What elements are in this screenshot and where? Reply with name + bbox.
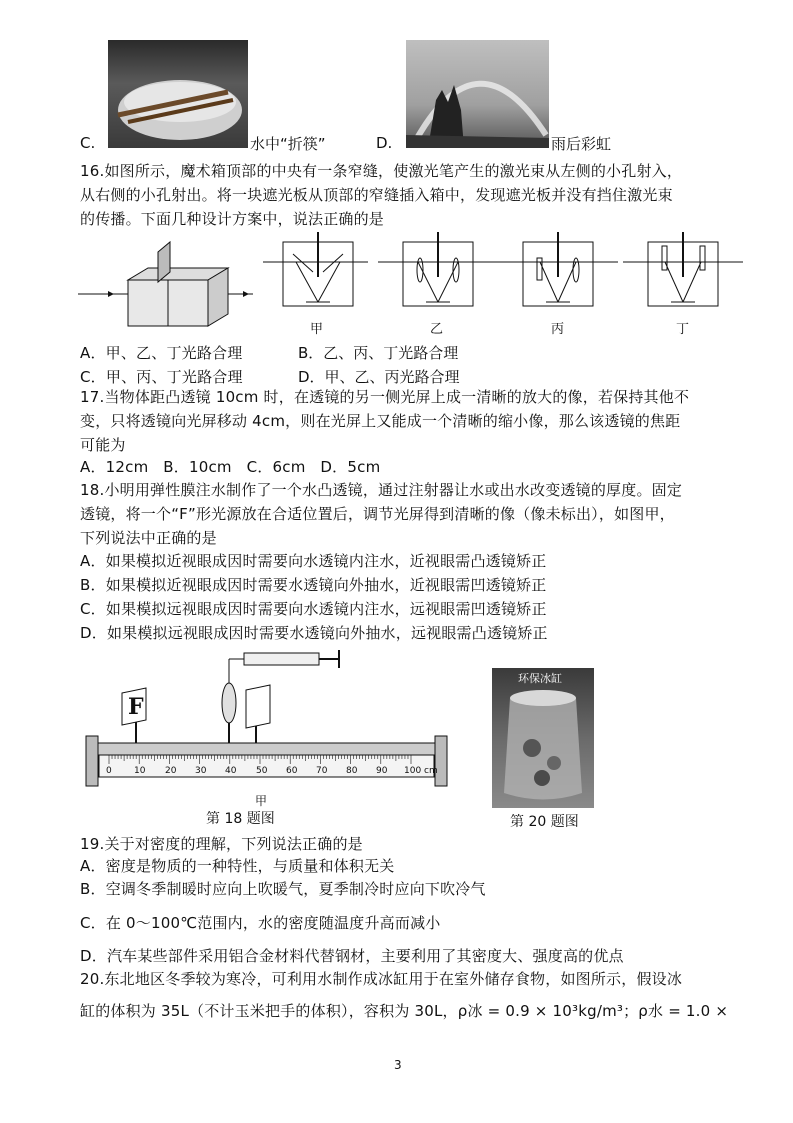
ruler-tick-0: 0 <box>106 766 112 776</box>
q18-fig-sublabel: 甲 <box>255 794 268 808</box>
ruler-tick-80: 80 <box>346 766 358 776</box>
q15-option-d-text: 雨后彩虹 <box>551 135 612 153</box>
q16-option-c: C．甲、丙、丁光路合理 <box>80 368 243 386</box>
q17-options: A．12cm B．10cm C．6cm D．5cm <box>80 458 381 476</box>
q16-stem-line-3: 的传播。下面几种设计方案中，说法正确的是 <box>80 210 385 228</box>
fig-label-ding: 丁 <box>676 322 690 337</box>
q17-stem-line-3: 可能为 <box>80 436 126 454</box>
q19-option-d: D．汽车某些部件采用铝合金材料代替钢材，主要利用了其密度大、强度高的优点 <box>80 947 624 965</box>
q18-option-d: D．如果模拟远视眼成因时需要水透镜向外抽水，远视眼需凸透镜矫正 <box>80 624 548 642</box>
ice-jar-illustration <box>492 668 594 808</box>
ice-jar-photo <box>492 668 594 808</box>
q18-stem-line-1: 18.小明用弹性膜注水制作了一个水凸透镜，通过注射器让水或出水改变透镜的厚度。固定 <box>80 481 683 499</box>
ruler-tick-60: 60 <box>286 766 298 776</box>
q16-option-a: A．甲、乙、丁光路合理 <box>80 344 243 362</box>
q15-option-c-label: C. <box>80 134 96 152</box>
ruler-tick-100: 100 cm <box>404 766 438 776</box>
bench-rail <box>86 736 447 786</box>
q18-fig-caption: 第 18 题图 <box>206 811 275 827</box>
ruler-tick-70: 70 <box>316 766 328 776</box>
design-yi <box>378 232 498 306</box>
q19-option-b: B．空调冬季制暖时应向上吹暖气，夏季制冷时应向下吹冷气 <box>80 880 486 898</box>
q17-stem-line-2: 变，只将透镜向光屏移动 4cm，则在光屏上又能成一个清晰的缩小像，那么该透镜的焦距 <box>80 412 681 430</box>
q20-stem-line-2: 缸的体积为 35L（不计玉米把手的体积），容积为 30L，ρ冰 = 0.9 × 10³kg/m³；ρ水 = 1.0 × <box>80 1002 729 1020</box>
q18-option-c: C．如果模拟远视眼成因时需要向水透镜内注水，远视眼需凹透镜矫正 <box>80 600 547 618</box>
ruler-tick-30: 30 <box>195 766 207 776</box>
rainbow-illustration <box>406 40 549 148</box>
q15-option-d-label: D. <box>376 134 393 152</box>
q15-option-c-text: 水中“折筷” <box>250 135 326 153</box>
q20-stem-line-1: 20.东北地区冬季较为寒冷，可利用水制作成冰缸用于在室外储存食物，如图所示，假设冰 <box>80 970 683 988</box>
q19-stem: 19.关于对密度的理解，下列说法正确的是 <box>80 835 363 853</box>
q16-option-b: B．乙、丙、丁光路合理 <box>298 344 459 362</box>
ruler-tick-20: 20 <box>165 766 177 776</box>
chopsticks-photo <box>108 40 248 148</box>
q16-stem-line-2: 从右侧的小孔射出。将一块遮光板从顶部的窄缝插入箱中，发现遮光板并没有挡住激光束 <box>80 186 673 204</box>
q16-figure <box>78 232 758 342</box>
syringe <box>229 650 339 683</box>
fig-label-jia: 甲 <box>310 322 324 337</box>
bowl-illustration <box>108 40 248 148</box>
q16-stem-line-1: 16.如图所示，魔术箱顶部的中央有一条窄缝，使激光笔产生的激光束从左侧的小孔射入， <box>80 162 683 180</box>
q18-stem-line-3: 下列说法中正确的是 <box>80 529 217 547</box>
rainbow-photo <box>406 40 549 148</box>
fig-label-bing: 丙 <box>551 322 565 337</box>
q19-option-c: C．在 0～100℃范围内，水的密度随温度升高而减小 <box>80 914 441 932</box>
design-jia <box>263 232 368 306</box>
ice-jar-photo-title: 环保冰缸 <box>518 672 562 685</box>
design-bing <box>498 232 618 306</box>
q18-option-b: B．如果模拟近视眼成因时需要水透镜向外抽水，近视眼需凹透镜矫正 <box>80 576 547 594</box>
q16-option-d: D．甲、乙、丙光路合理 <box>298 368 460 386</box>
ruler-tick-10: 10 <box>134 766 146 776</box>
ruler-tick-90: 90 <box>376 766 388 776</box>
magic-box <box>78 242 253 326</box>
q20-fig-caption: 第 20 题图 <box>510 814 579 830</box>
f-letter: F <box>128 694 144 720</box>
q19-option-a: A．密度是物质的一种特性，与质量和体积无关 <box>80 857 395 875</box>
design-ding <box>623 232 743 306</box>
fig-label-yi: 乙 <box>430 322 444 337</box>
q17-stem-line-1: 17.当物体距凸透镜 10cm 时，在透镜的另一侧光屏上成一清晰的放大的像，若保持其他不 <box>80 388 690 406</box>
q18-option-a: A．如果模拟近视眼成因时需要向水透镜内注水，近视眼需凸透镜矫正 <box>80 552 547 570</box>
water-lens <box>222 683 236 723</box>
ruler-tick-40: 40 <box>225 766 237 776</box>
light-screen <box>246 685 270 743</box>
q18-stem-line-2: 透镜，将一个“F”形光源放在合适位置后，调节光屏得到清晰的像（像未标出），如图甲， <box>80 505 675 523</box>
ruler-tick-50: 50 <box>256 766 268 776</box>
page-number: 3 <box>394 1058 402 1072</box>
